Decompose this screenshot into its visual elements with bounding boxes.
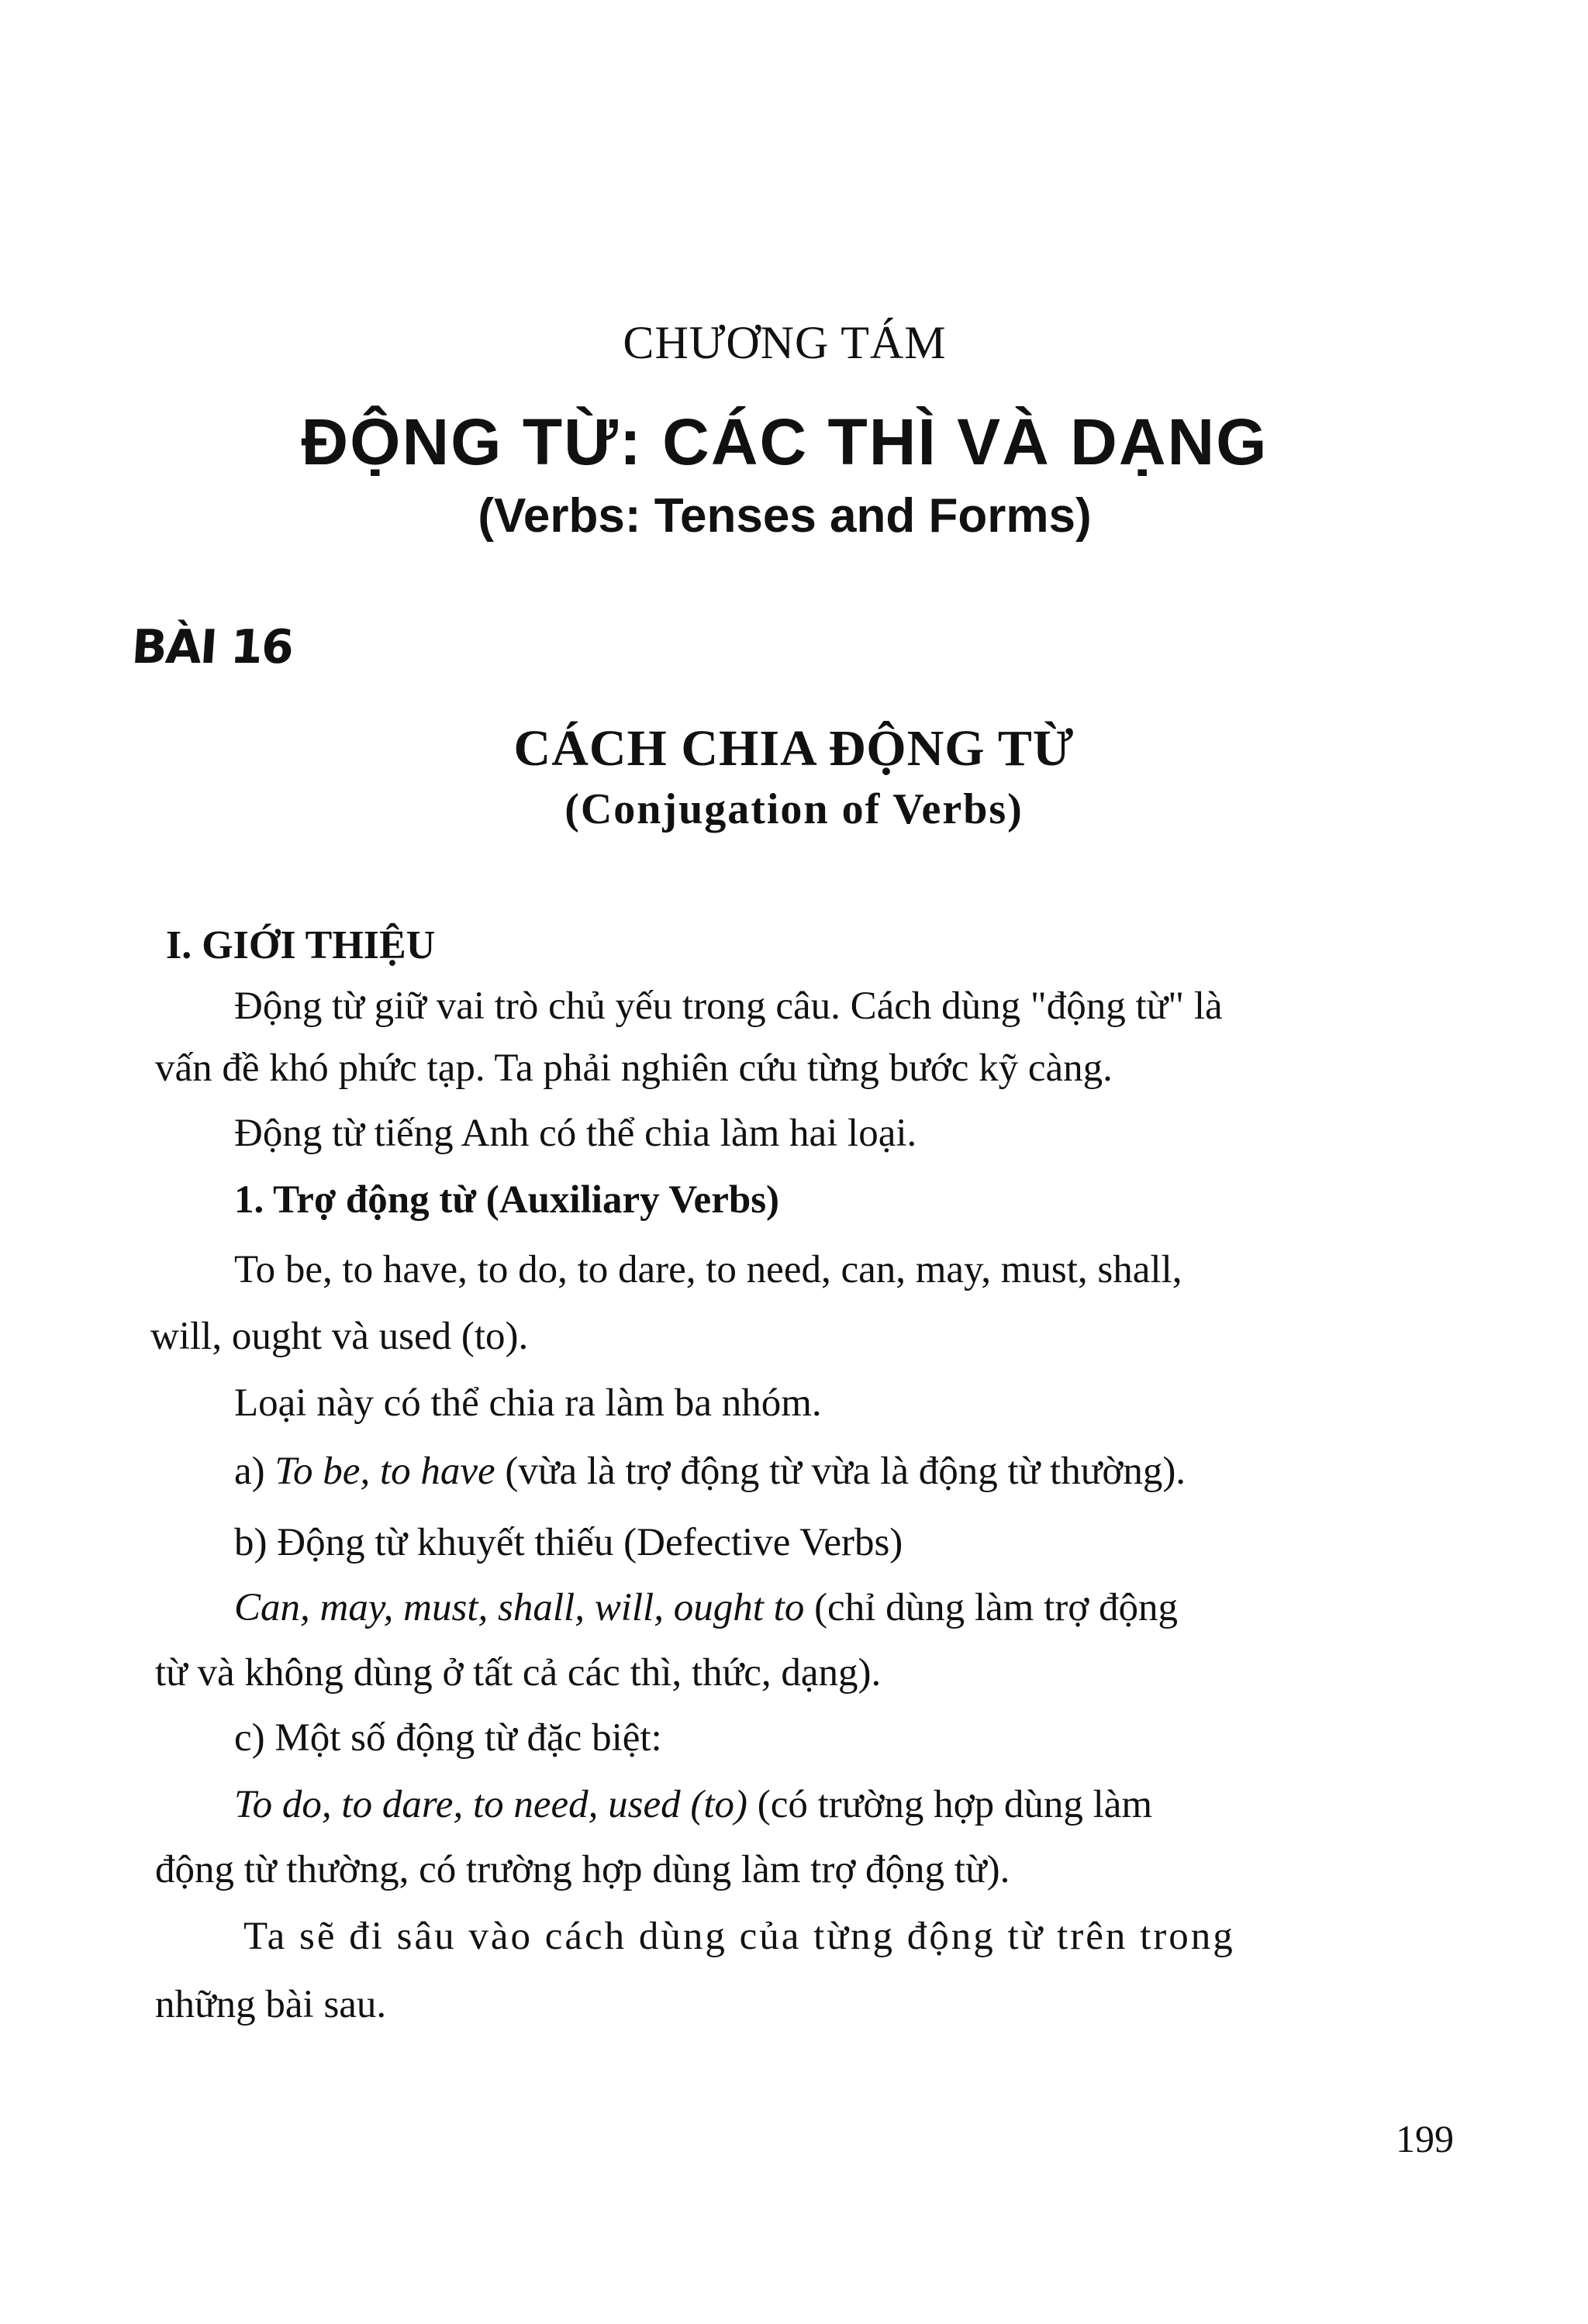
page-number: 199: [1396, 2117, 1454, 2160]
chapter-label: CHƯƠNG TÁM: [623, 317, 947, 368]
list-item-b: b) Động từ khuyết thiếu (Defective Verbs): [234, 1521, 903, 1564]
list-item-c-italic: To do, to dare, to need, used (to): [234, 1783, 748, 1826]
paragraph-line: will, ought và used (to).: [150, 1315, 529, 1358]
list-item-a-text: (vừa là trợ động từ vừa là động từ thường).: [495, 1450, 1186, 1493]
paragraph-line: To be, to have, to do, to dare, to need, can, may, must, shall,: [234, 1248, 1182, 1291]
list-item-a: [234, 1448, 1186, 1495]
paragraph-line: Ta sẽ đi sâu vào cách dùng của từng động từ trên trong: [243, 1915, 1235, 1958]
lesson-label: BÀI 16: [129, 620, 295, 674]
paragraph-line: động từ thường, có trường hợp dùng làm trợ động từ).: [155, 1848, 1010, 1891]
subsection-heading: 1. Trợ động từ (Auxiliary Verbs): [234, 1178, 780, 1222]
list-item-b-detail: [234, 1584, 1178, 1632]
paragraph-line: Động từ tiếng Anh có thể chia làm hai loại.: [234, 1112, 917, 1155]
chapter-title: ĐỘNG TỪ: CÁC THÌ VÀ DẠNG: [301, 405, 1269, 478]
list-item-c-text: (có trường hợp dùng làm: [747, 1783, 1153, 1826]
paragraph-line: vấn đề khó phức tạp. Ta phải nghiên cứu từng bước kỹ càng.: [155, 1046, 1113, 1090]
chapter-subtitle: (Verbs: Tenses and Forms): [478, 489, 1092, 543]
lesson-subtitle: (Conjugation of Verbs): [564, 785, 1024, 833]
paragraph-line: Loại này có thể chia ra làm ba nhóm.: [234, 1381, 822, 1425]
list-item-a-italic: To be, to have: [274, 1450, 495, 1493]
list-item-c-detail: [234, 1781, 1152, 1829]
list-item-b-text: (chỉ dùng làm trợ động: [804, 1586, 1178, 1629]
paragraph-line: những bài sau.: [155, 1983, 387, 2026]
list-item-c: c) Một số động từ đặc biệt:: [234, 1716, 662, 1760]
list-item-a-prefix: a): [234, 1450, 275, 1493]
paragraph-line: từ và không dùng ở tất cả các thì, thức, dạng).: [155, 1651, 882, 1695]
paragraph-line: Động từ giữ vai trò chủ yếu trong câu. Cách dùng "động từ" là: [234, 984, 1223, 1028]
section-heading: I. GIỚI THIỆU: [166, 923, 436, 967]
lesson-title: CÁCH CHIA ĐỘNG TỪ: [513, 720, 1075, 777]
list-item-b-italic: Can, may, must, shall, will, ought to: [234, 1586, 805, 1629]
